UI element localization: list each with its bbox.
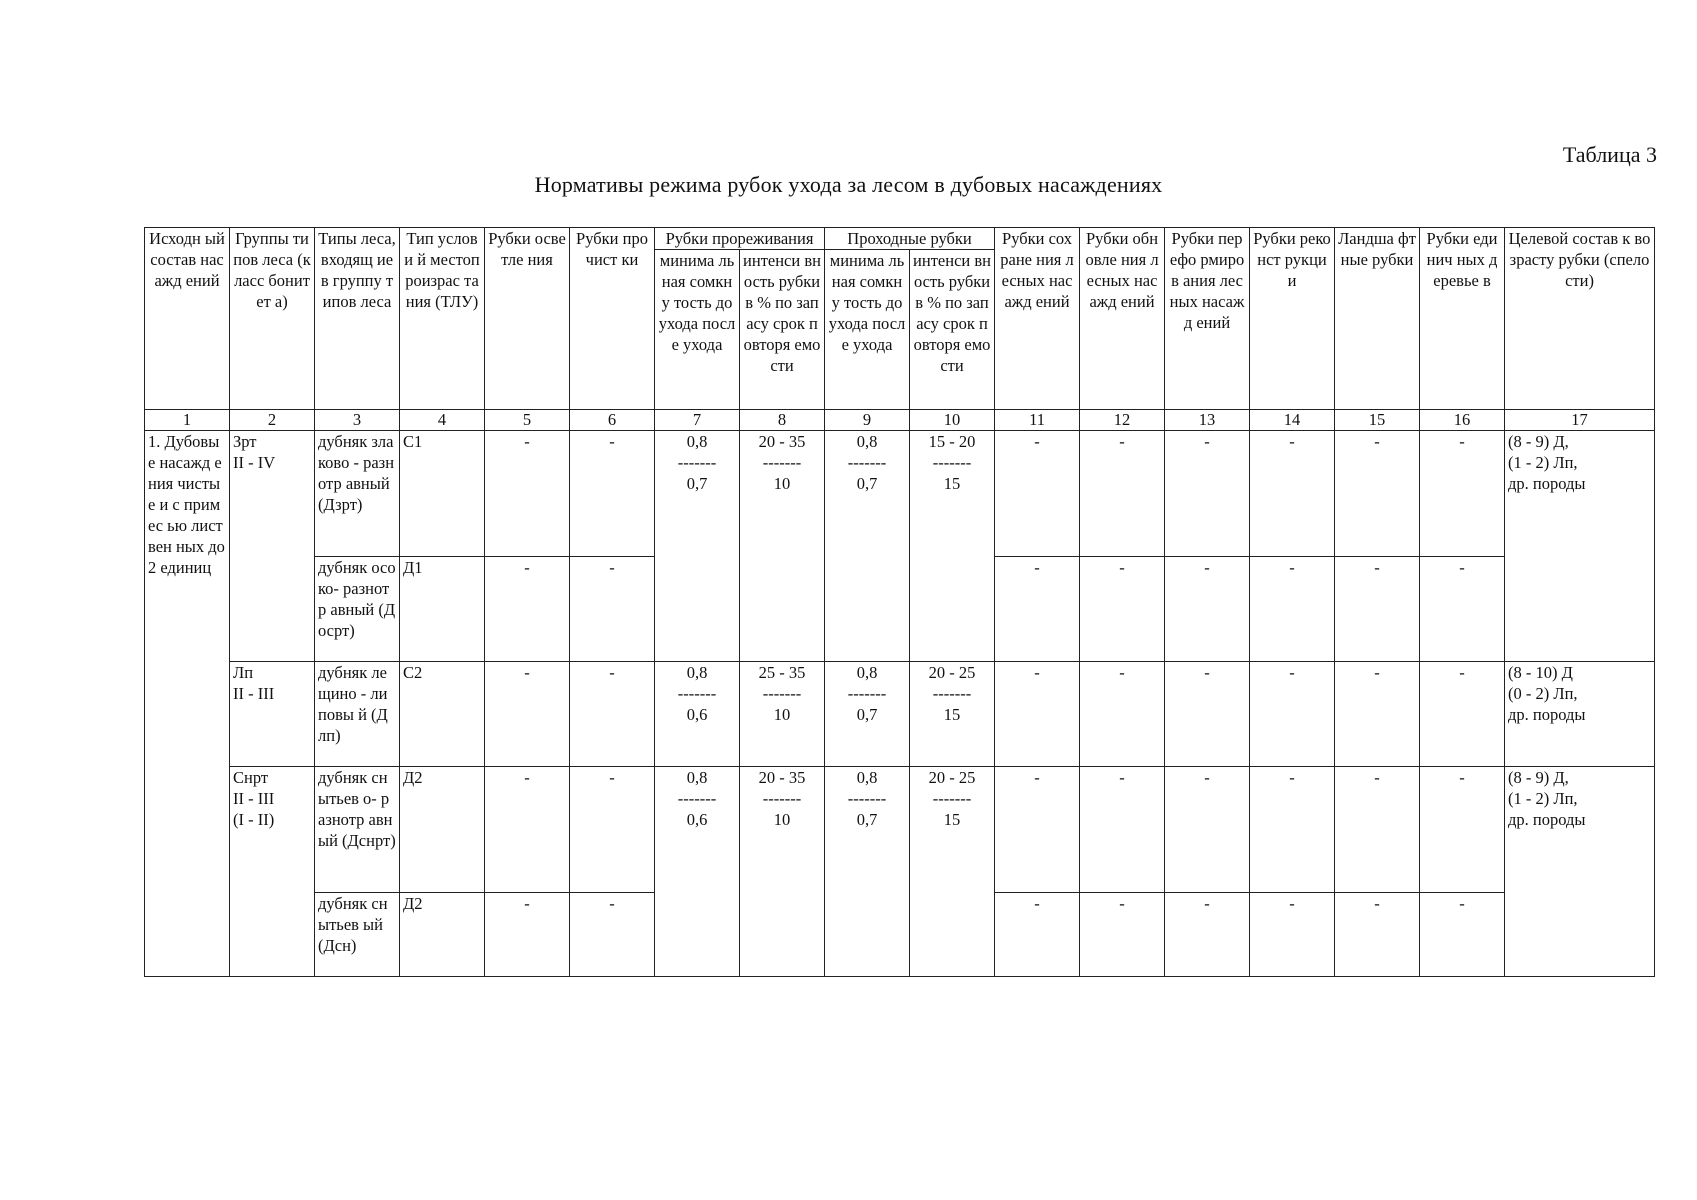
- col-number: 9: [825, 410, 910, 431]
- cleaning-cell: -: [570, 557, 655, 662]
- fraction-line: -------: [762, 453, 802, 472]
- tlu-cell: С2: [400, 662, 485, 767]
- single-trees-cell: -: [1420, 662, 1505, 767]
- target-line: др. породы: [1508, 705, 1586, 724]
- fraction-line: -------: [677, 684, 717, 703]
- cleaning-cell: -: [570, 662, 655, 767]
- header-preservation: Рубки сохране ния лесных насажд ений: [995, 228, 1080, 410]
- col-number: 4: [400, 410, 485, 431]
- column-numbers-row: [145, 410, 1655, 431]
- header-lightening: Рубки осветле ния: [485, 228, 570, 410]
- fraction-line: -------: [932, 789, 972, 808]
- thinning-intensity: [740, 431, 825, 662]
- renewal-cell: -: [1080, 893, 1165, 977]
- passage-intensity: [910, 767, 995, 977]
- fraction-line: -------: [677, 453, 717, 472]
- fraction-top: 0,8: [856, 663, 878, 682]
- col-number: 7: [655, 410, 740, 431]
- fraction-line: -------: [847, 453, 887, 472]
- target-line: (8 - 10) Д: [1508, 663, 1573, 682]
- col-number: 8: [740, 410, 825, 431]
- fraction-bottom: 0,7: [686, 474, 708, 493]
- col-number: 14: [1250, 410, 1335, 431]
- header-reconstruction: Рубки реконст рукции: [1250, 228, 1335, 410]
- col-number: 15: [1335, 410, 1420, 431]
- single-trees-cell: -: [1420, 431, 1505, 557]
- renewal-cell: -: [1080, 662, 1165, 767]
- table-row: [145, 767, 1655, 893]
- target-composition: [1505, 767, 1655, 977]
- passage-min-density: [825, 767, 910, 977]
- landscape-cell: -: [1335, 893, 1420, 977]
- fraction-line: -------: [762, 789, 802, 808]
- fraction-top: 0,8: [856, 432, 878, 451]
- col-number: 16: [1420, 410, 1505, 431]
- fraction-line: -------: [932, 453, 972, 472]
- header-tlu: Тип услови й местоп роизрас тания (ТЛУ): [400, 228, 485, 410]
- thinning-min-density: [655, 662, 740, 767]
- forest-type: дубняк злаково - разнотр авный (Дзрт): [315, 431, 400, 557]
- reconstruction-cell: -: [1250, 662, 1335, 767]
- col-number: 3: [315, 410, 400, 431]
- thinning-intensity: [740, 767, 825, 977]
- cleaning-cell: -: [570, 431, 655, 557]
- renewal-cell: -: [1080, 557, 1165, 662]
- landscape-cell: -: [1335, 431, 1420, 557]
- forest-type: дубняк снытьев о- разнотр авный (Дснрт): [315, 767, 400, 893]
- col-number: 13: [1165, 410, 1250, 431]
- target-line: (8 - 9) Д,: [1508, 432, 1569, 451]
- single-trees-cell: -: [1420, 893, 1505, 977]
- fraction-line: -------: [847, 684, 887, 703]
- thinning-min-density: [655, 767, 740, 977]
- fraction-line: -------: [932, 684, 972, 703]
- thinning-intensity: [740, 662, 825, 767]
- group-bonitet: II - III: [233, 789, 275, 808]
- preservation-cell: -: [995, 431, 1080, 557]
- reconstruction-cell: -: [1250, 767, 1335, 893]
- fraction-line: -------: [677, 789, 717, 808]
- single-trees-cell: -: [1420, 767, 1505, 893]
- table-row: [145, 431, 1655, 557]
- fraction-line: -------: [847, 789, 887, 808]
- header-forest-types: Типы леса, входящ ие в группу типов леса: [315, 228, 400, 410]
- col-number: 12: [1080, 410, 1165, 431]
- fraction-bottom: 0,7: [856, 474, 878, 493]
- thinning-min-density: [655, 431, 740, 662]
- tlu-cell: Д1: [400, 557, 485, 662]
- target-line: др. породы: [1508, 474, 1586, 493]
- preservation-cell: -: [995, 557, 1080, 662]
- cleaning-cell: -: [570, 767, 655, 893]
- preservation-cell: -: [995, 662, 1080, 767]
- lightening-cell: -: [485, 893, 570, 977]
- target-line: (1 - 2) Лп,: [1508, 453, 1578, 472]
- fraction-top: 0,8: [856, 768, 878, 787]
- col-number: 17: [1505, 410, 1655, 431]
- reformation-cell: -: [1165, 893, 1250, 977]
- group-bonitet-alt: (I - II): [233, 810, 275, 829]
- fraction-top: 20 - 25: [928, 663, 976, 682]
- fraction-bottom: 0,7: [856, 705, 878, 724]
- header-cleaning: Рубки прочист ки: [570, 228, 655, 410]
- lightening-cell: -: [485, 557, 570, 662]
- tlu-cell: Д2: [400, 893, 485, 977]
- renewal-cell: -: [1080, 767, 1165, 893]
- header-composition: Исходн ый состав насажд ений: [145, 228, 230, 410]
- forest-group-zrt: [230, 431, 315, 662]
- forest-type: дубняк осоко- разнотр авный (Досрт): [315, 557, 400, 662]
- header-row: [145, 228, 1655, 250]
- fraction-top: 0,8: [686, 432, 708, 451]
- group-name: Лп: [233, 663, 254, 682]
- reconstruction-cell: -: [1250, 431, 1335, 557]
- landscape-cell: -: [1335, 767, 1420, 893]
- passage-intensity: [910, 662, 995, 767]
- target-line: (8 - 9) Д,: [1508, 768, 1569, 787]
- norms-table: [144, 227, 1655, 977]
- col-number: 1: [145, 410, 230, 431]
- subheader-passage-intensity: интенси вность рубки в % по запасу срок повторя емости: [910, 250, 995, 410]
- reconstruction-cell: -: [1250, 557, 1335, 662]
- forest-type: дубняк снытьев ый (Дсн): [315, 893, 400, 977]
- fraction-top: 0,8: [686, 768, 708, 787]
- passage-min-density: [825, 662, 910, 767]
- header-groups: Группы типов леса (класс бонитет а): [230, 228, 315, 410]
- lightening-cell: -: [485, 662, 570, 767]
- subheader-thinning-intensity: интенси вность рубки в % по запасу срок повторя емости: [740, 250, 825, 410]
- tlu-cell: С1: [400, 431, 485, 557]
- target-line: (0 - 2) Лп,: [1508, 684, 1578, 703]
- col-number: 5: [485, 410, 570, 431]
- group-name: Зрт: [233, 432, 257, 451]
- initial-composition: 1. Дубовы е насажд ения чистые и с примес ью листвен ных до 2 единиц: [145, 431, 230, 977]
- fraction-bottom: 15: [943, 474, 961, 493]
- col-number: 2: [230, 410, 315, 431]
- fraction-bottom: 10: [773, 474, 791, 493]
- target-line: (1 - 2) Лп,: [1508, 789, 1578, 808]
- fraction-bottom: 15: [943, 810, 961, 829]
- target-composition: [1505, 662, 1655, 767]
- forest-group-lp: [230, 662, 315, 767]
- fraction-top: 25 - 35: [758, 663, 806, 682]
- lightening-cell: -: [485, 767, 570, 893]
- forest-group-snrt: [230, 767, 315, 977]
- passage-min-density: [825, 431, 910, 662]
- header-target-composition: Целевой состав к возрасту рубки (спелости): [1505, 228, 1655, 410]
- target-composition: [1505, 431, 1655, 662]
- fraction-top: 20 - 35: [758, 768, 806, 787]
- fraction-bottom: 0,6: [686, 810, 708, 829]
- fraction-bottom: 15: [943, 705, 961, 724]
- tlu-cell: Д2: [400, 767, 485, 893]
- fraction-top: 15 - 20: [928, 432, 976, 451]
- preservation-cell: -: [995, 893, 1080, 977]
- reformation-cell: -: [1165, 767, 1250, 893]
- renewal-cell: -: [1080, 431, 1165, 557]
- reformation-cell: -: [1165, 662, 1250, 767]
- col-number: 6: [570, 410, 655, 431]
- lightening-cell: -: [485, 431, 570, 557]
- group-bonitet: II - III: [233, 684, 275, 703]
- reformation-cell: -: [1165, 557, 1250, 662]
- table-row: [145, 662, 1655, 767]
- header-reformation: Рубки перефо рмиров ания лесных насажд ений: [1165, 228, 1250, 410]
- header-single-trees: Рубки единич ных деревье в: [1420, 228, 1505, 410]
- subheader-thinning-min-density: минима льная сомкну тость до ухода после ухода: [655, 250, 740, 410]
- fraction-top: 20 - 25: [928, 768, 976, 787]
- fraction-top: 20 - 35: [758, 432, 806, 451]
- fraction-top: 0,8: [686, 663, 708, 682]
- col-number: 10: [910, 410, 995, 431]
- header-renewal: Рубки обновле ния лесных насажд ений: [1080, 228, 1165, 410]
- preservation-cell: -: [995, 767, 1080, 893]
- group-name: Снрт: [233, 768, 269, 787]
- header-passage-cutting: Проходные рубки: [825, 228, 995, 250]
- group-bonitet: II - IV: [233, 453, 276, 472]
- fraction-bottom: 0,6: [686, 705, 708, 724]
- subheader-passage-min-density: минима льная сомкну тость до ухода после ухода: [825, 250, 910, 410]
- reconstruction-cell: -: [1250, 893, 1335, 977]
- landscape-cell: -: [1335, 557, 1420, 662]
- forest-type: дубняк лещино - липовы й (Длп): [315, 662, 400, 767]
- single-trees-cell: -: [1420, 557, 1505, 662]
- landscape-cell: -: [1335, 662, 1420, 767]
- reformation-cell: -: [1165, 431, 1250, 557]
- fraction-bottom: 10: [773, 705, 791, 724]
- header-landscape: Ландша фтные рубки: [1335, 228, 1420, 410]
- header-thinning: Рубки прореживания: [655, 228, 825, 250]
- fraction-bottom: 10: [773, 810, 791, 829]
- target-line: др. породы: [1508, 810, 1586, 829]
- col-number: 11: [995, 410, 1080, 431]
- cleaning-cell: -: [570, 893, 655, 977]
- fraction-line: -------: [762, 684, 802, 703]
- table-title: Нормативы режима рубок ухода за лесом в дубовых насаждениях: [534, 172, 1163, 197]
- fraction-bottom: 0,7: [856, 810, 878, 829]
- table-number: Таблица 3: [1562, 142, 1657, 167]
- passage-intensity: [910, 431, 995, 662]
